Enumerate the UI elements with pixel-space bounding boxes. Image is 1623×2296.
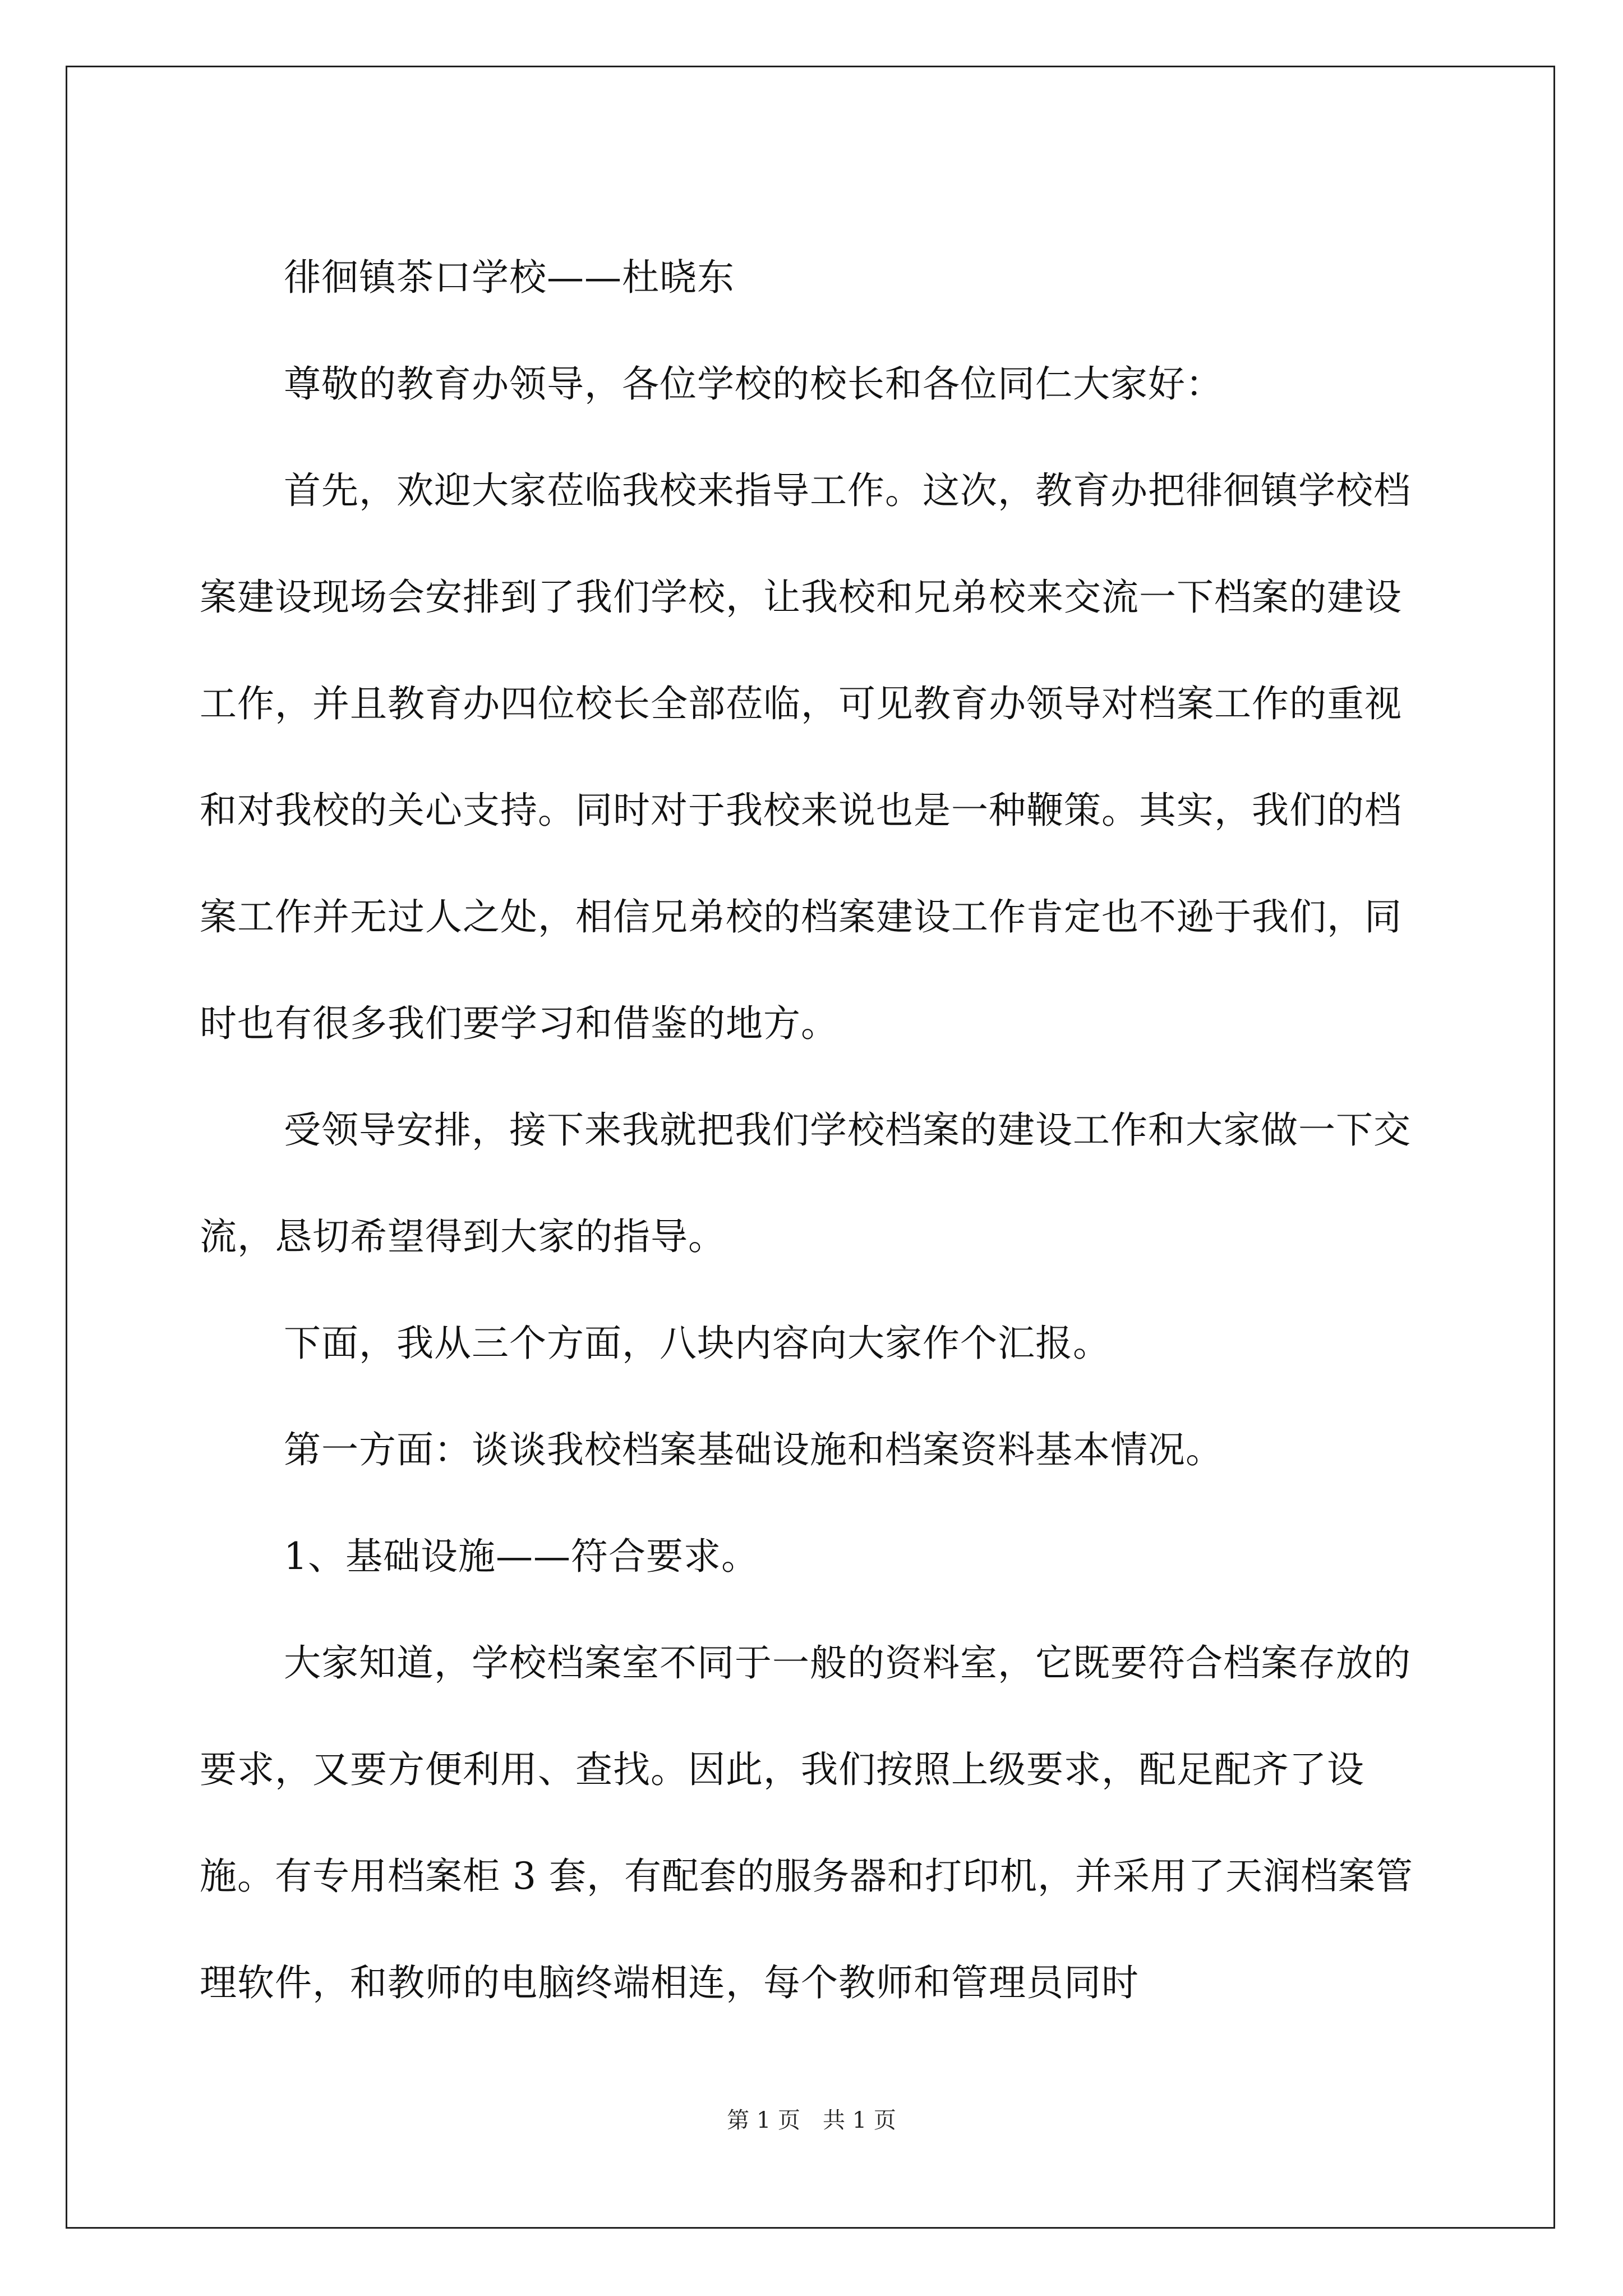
intro-paragraph: 首先，欢迎大家莅临我校来指导工作。这次，教育办把徘徊镇学校档案建设现场会安排到了我们学校，让我校和兄弟校来交流一下档案的建设工作，并且教育办四位校长全部莅临，可见教育办领导对档案工作的重视和对我校的关心支持。同时对于我校来说也是一种鞭策。其实，我们的档案工作并无过人之处，相信兄弟校的档案建设工作肯定也不逊于我们，同时也有很多我们要学习和借鉴的地方。 [200,469,1411,1045]
document-body [200,224,1422,2036]
outline-paragraph: 下面，我从三个方面，八块内容向大家作个汇报。 [284,1322,1110,1365]
subsection-heading: 1、基础设施——符合要求。 [284,1535,759,1578]
author-line: 徘徊镇茶口学校——杜晓东 [284,256,735,299]
greeting-paragraph: 尊敬的教育办领导，各位学校的校长和各位同仁大家好： [284,362,1223,406]
section-heading: 第一方面：谈谈我校档案基础设施和档案资料基本情况。 [284,1428,1223,1471]
page-number: 第 1 页 共 1 页 [727,2108,896,2133]
arrangement-paragraph: 受领导安排，接下来我就把我们学校档案的建设工作和大家做一下交流，恳切希望得到大家的指导。 [200,1108,1411,1258]
facilities-paragraph: 大家知道，学校档案室不同于一般的资料室，它既要符合档案存放的要求，又要方便利用、查找。因此，我们按照上级要求，配足配齐了设施。有专用档案柜 3 套，有配套的服务器和打印机，并采用了天润档案管理软件，和教师的电脑终端相连，每个教师和管理员同时 [200,1641,1413,2004]
